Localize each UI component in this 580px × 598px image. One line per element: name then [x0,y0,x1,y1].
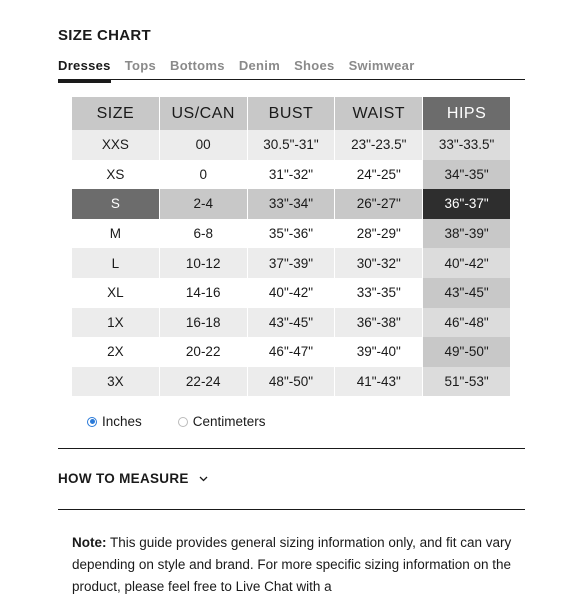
table-cell: 00 [160,130,248,160]
table-cell: M [72,219,160,249]
size-chart-title: SIZE CHART [58,27,151,44]
unit-option-centimeters[interactable] [178,414,266,429]
table-cell: 20-22 [160,337,248,367]
table-cell: L [72,248,160,278]
table-cell: 33"-33.5" [423,130,510,160]
table-cell: 49"-50" [423,337,510,367]
table-cell: 24"-25" [335,160,423,190]
table-cell: 33"-34" [248,189,336,219]
table-cell: 0 [160,160,248,190]
table-row [72,278,510,308]
table-cell: 35"-36" [248,219,336,249]
tab-dresses[interactable]: Dresses [58,58,111,79]
table-cell: 43"-45" [423,278,510,308]
chevron-down-icon [199,476,208,482]
table-row [72,160,510,190]
table-cell: 26"-27" [335,189,423,219]
table-cell: 40"-42" [423,248,510,278]
table-cell: 28"-29" [335,219,423,249]
column-header-hips: HIPS [423,97,510,130]
table-cell: 51"-53" [423,367,510,397]
table-cell: S [72,189,160,219]
table-cell: 33"-35" [335,278,423,308]
table-cell: 34"-35" [423,160,510,190]
table-cell: 36"-37" [423,189,510,219]
table-row [72,130,510,160]
table-header-row [72,97,510,130]
how-to-measure-label: HOW TO MEASURE [58,471,189,486]
tab-shoes[interactable]: Shoes [294,58,335,73]
unit-label-inches: Inches [102,414,142,429]
table-row [72,248,510,278]
tab-swimwear[interactable]: Swimwear [348,58,415,73]
table-cell: 30"-32" [335,248,423,278]
table-cell: 38"-39" [423,219,510,249]
table-cell: 30.5"-31" [248,130,336,160]
table-cell: 31"-32" [248,160,336,190]
table-cell: 23"-23.5" [335,130,423,160]
table-cell: 2-4 [160,189,248,219]
tab-denim[interactable]: Denim [238,58,281,73]
table-cell: 46"-48" [423,308,510,338]
table-row [72,308,510,338]
note-label: Note: [72,535,107,550]
table-row [72,189,510,219]
table-cell: XL [72,278,160,308]
table-cell: 41"-43" [335,367,423,397]
column-header-size: SIZE [72,97,160,130]
table-cell: 36"-38" [335,308,423,338]
tab-bottoms[interactable]: Bottoms [170,58,225,73]
table-cell: 1X [72,308,160,338]
table-cell: 22-24 [160,367,248,397]
unit-selector [87,414,302,429]
divider [58,509,525,510]
size-chart-table [72,97,510,396]
column-header-bust: BUST [248,97,336,130]
column-header-us-can: US/CAN [160,97,248,130]
table-cell: XXS [72,130,160,160]
note-text: This guide provides general sizing information only, and fit can vary depending on style and brand. For more specific sizing information on the product, please feel free to Live Chat with a [72,535,512,594]
how-to-measure-toggle[interactable] [58,471,208,486]
table-cell: 43"-45" [248,308,336,338]
table-row [72,367,510,397]
column-header-waist: WAIST [335,97,423,130]
table-cell: 48"-50" [248,367,336,397]
table-cell: 2X [72,337,160,367]
table-cell: 3X [72,367,160,397]
table-row [72,219,510,249]
unit-option-inches[interactable] [87,414,142,429]
unit-label-centimeters: Centimeters [192,414,266,429]
table-cell: 14-16 [160,278,248,308]
table-row [72,337,510,367]
table-cell: 40"-42" [248,278,336,308]
sizing-note [72,532,512,598]
table-cell: 46"-47" [248,337,336,367]
table-cell: 16-18 [160,308,248,338]
table-cell: XS [72,160,160,190]
table-cell: 10-12 [160,248,248,278]
table-cell: 39"-40" [335,337,423,367]
tab-tops[interactable]: Tops [124,58,156,73]
category-tabs [58,58,525,80]
divider [58,448,525,449]
radio-selected-icon[interactable] [87,417,97,427]
table-cell: 6-8 [160,219,248,249]
radio-unselected-icon[interactable] [178,417,188,427]
table-cell: 37"-39" [248,248,336,278]
